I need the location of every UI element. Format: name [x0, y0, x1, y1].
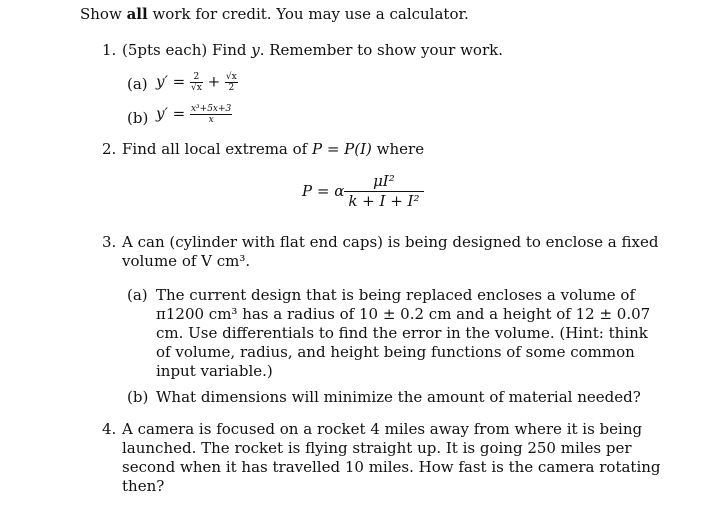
- q1-prompt: [122, 41, 503, 60]
- q4-number: 4.: [102, 420, 117, 438]
- q1a-frac1: [190, 72, 203, 93]
- q3-line1: A can (cylinder with flat end caps) is being designed to enclose a fixed: [122, 233, 659, 251]
- q3a-label: (a): [127, 286, 148, 304]
- q4-line1: A camera is focused on a rocket 4 miles away from where it is being: [122, 420, 643, 438]
- q2-number: 2.: [102, 140, 117, 158]
- q2-frac: [344, 172, 423, 211]
- q3-number: 3.: [102, 233, 117, 251]
- q3b-label: (b): [127, 388, 149, 406]
- q1-text2: . Remember to show your work.: [259, 41, 503, 59]
- q1-number: 1.: [102, 41, 117, 59]
- intro-pre: Show: [80, 5, 127, 23]
- q1a-lhs: y′ =: [156, 72, 190, 91]
- q1a-label: (a): [127, 75, 148, 93]
- q1a-frac2-num: √x: [225, 72, 237, 82]
- q1-var: y: [251, 41, 260, 59]
- q1b-frac-den: x: [190, 114, 232, 125]
- q2-lhs: P = α: [302, 182, 345, 200]
- q3a-line2: π1200 cm³ has a radius of 10 ± 0.2 cm and a height of 12 ± 0.07: [156, 305, 651, 323]
- q3b-text: What dimensions will minimize the amount of material needed?: [156, 388, 641, 406]
- q4-line4: then?: [122, 477, 165, 495]
- q1b-frac: [190, 104, 232, 125]
- q3-line2: volume of V cm³.: [122, 252, 251, 270]
- q1a-frac2: [225, 72, 238, 93]
- q2-frac-den: k + I + I²: [344, 191, 423, 211]
- q2-eq: P = P(I): [311, 140, 372, 158]
- intro-line: [80, 5, 469, 24]
- q3a-line4: of volume, radius, and height being functions of some common: [156, 343, 635, 361]
- intro-post: work for credit. You may use a calculator.: [147, 5, 469, 23]
- q1b-lhs: y′ =: [156, 104, 190, 123]
- q3a-line3: cm. Use differentials to find the error in the volume. (Hint: think: [156, 324, 648, 342]
- q1-text: (5pts each) Find: [122, 41, 252, 59]
- q3a-line1: The current design that is being replaced encloses a volume of: [156, 286, 636, 304]
- q1a-plus: +: [207, 72, 225, 91]
- q2-text2: where: [371, 140, 425, 158]
- q1a-frac2-den: 2: [225, 82, 238, 93]
- q2-text: Find all local extrema of: [122, 140, 312, 158]
- intro-bold: all: [126, 5, 148, 23]
- q4-line3: second when it has travelled 10 miles. How fast is the camera rotating: [122, 458, 661, 476]
- q4-line2: launched. The rocket is flying straight up. It is going 250 miles per: [122, 439, 632, 457]
- q3a-line5: input variable.): [156, 362, 273, 380]
- q1b-frac-num: x³+5x+3: [190, 104, 232, 114]
- q1b-label: (b): [127, 109, 149, 127]
- q2-display-equation: [302, 172, 424, 211]
- q2-prompt: [122, 140, 424, 159]
- q1a-frac1-den: √x: [190, 83, 202, 93]
- q1b-equation: [156, 104, 232, 125]
- q2-frac-num: μI²: [373, 172, 395, 190]
- q1a-frac1-num: 2: [193, 72, 200, 82]
- q1a-equation: [156, 72, 238, 93]
